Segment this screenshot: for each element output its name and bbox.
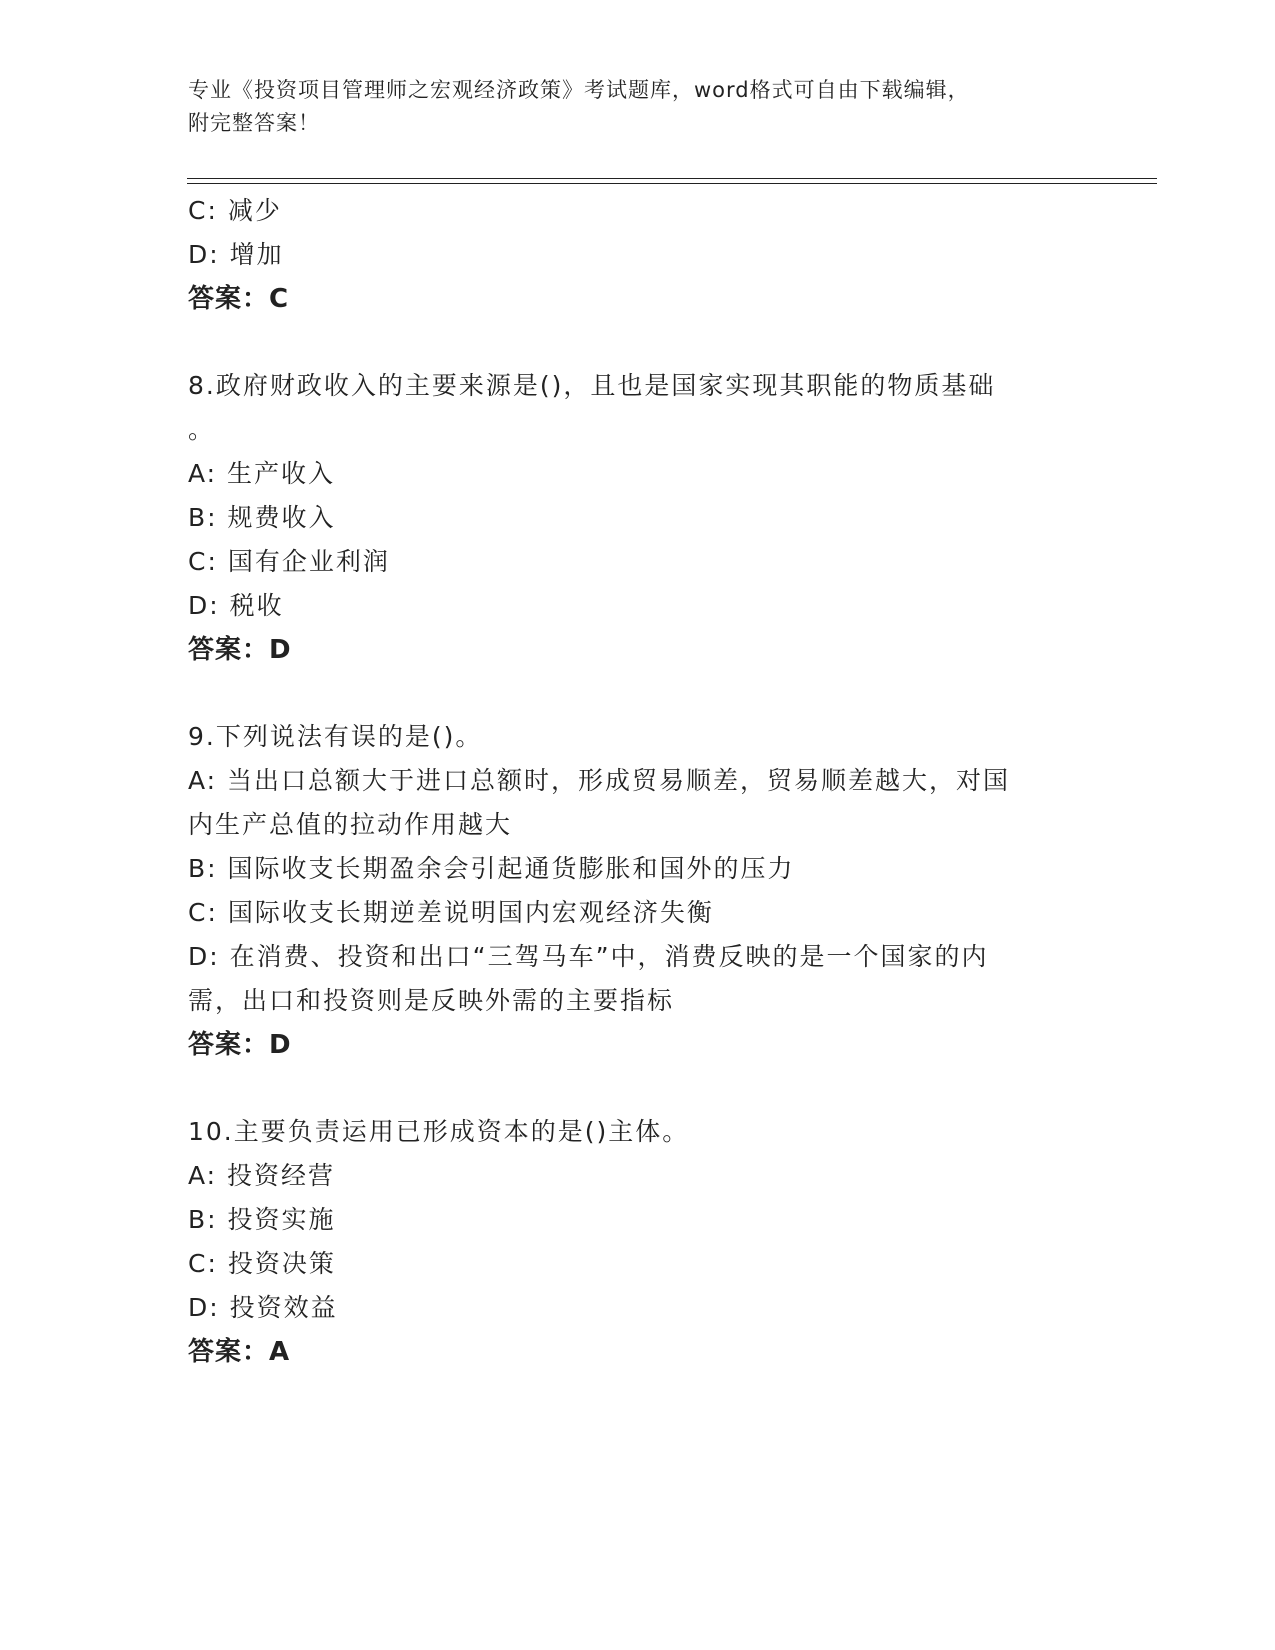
q7-option-d: D: 增加 xyxy=(188,240,284,269)
q10-option-d: D: 投资效益 xyxy=(188,1293,338,1322)
q10-stem: 10.主要负责运用已形成资本的是()主体。 xyxy=(188,1117,690,1146)
q10-option-b: B: 投资实施 xyxy=(188,1205,336,1234)
q9-option-a-line-1: A: 当出口总额大于进口总额时，形成贸易顺差，贸易顺差越大，对国 xyxy=(188,766,1011,795)
document-header xyxy=(188,74,1088,140)
q8-option-b: B: 规费收入 xyxy=(188,503,336,532)
q8-answer: 答案：D xyxy=(188,635,292,665)
q9-option-d-line-2: 需，出口和投资则是反映外需的主要指标 xyxy=(188,986,675,1015)
q9-option-d-line-1: D: 在消费、投资和出口“三驾马车”中，消费反映的是一个国家的内 xyxy=(188,942,989,971)
q8-stem-line-2: 。 xyxy=(188,415,216,444)
q10-option-a: A: 投资经营 xyxy=(188,1161,336,1190)
q9-answer: 答案：D xyxy=(188,1030,292,1060)
q8-stem-line-1: 8.政府财政收入的主要来源是()，且也是国家实现其职能的物质基础 xyxy=(188,371,996,400)
q7-answer: 答案：C xyxy=(188,284,290,314)
q8-option-d: D: 税收 xyxy=(188,591,284,620)
q10-answer: 答案：A xyxy=(188,1337,291,1367)
q7-option-c: C: 减少 xyxy=(188,196,282,225)
header-line-1: 专业《投资项目管理师之宏观经济政策》考试题库，word格式可自由下载编辑， xyxy=(188,78,970,102)
q9-option-b: B: 国际收支长期盈余会引起通货膨胀和国外的压力 xyxy=(188,854,795,883)
q9-stem: 9.下列说法有误的是()。 xyxy=(188,722,483,751)
q8-option-c: C: 国有企业利润 xyxy=(188,547,390,576)
header-divider-top xyxy=(187,178,1157,179)
header-divider-bottom xyxy=(187,183,1157,184)
q10-option-c: C: 投资决策 xyxy=(188,1249,336,1278)
q8-option-a: A: 生产收入 xyxy=(188,459,336,488)
q9-option-c: C: 国际收支长期逆差说明国内宏观经济失衡 xyxy=(188,898,714,927)
header-line-2: 附完整答案！ xyxy=(188,111,320,135)
q9-option-a-line-2: 内生产总值的拉动作用越大 xyxy=(188,810,513,839)
